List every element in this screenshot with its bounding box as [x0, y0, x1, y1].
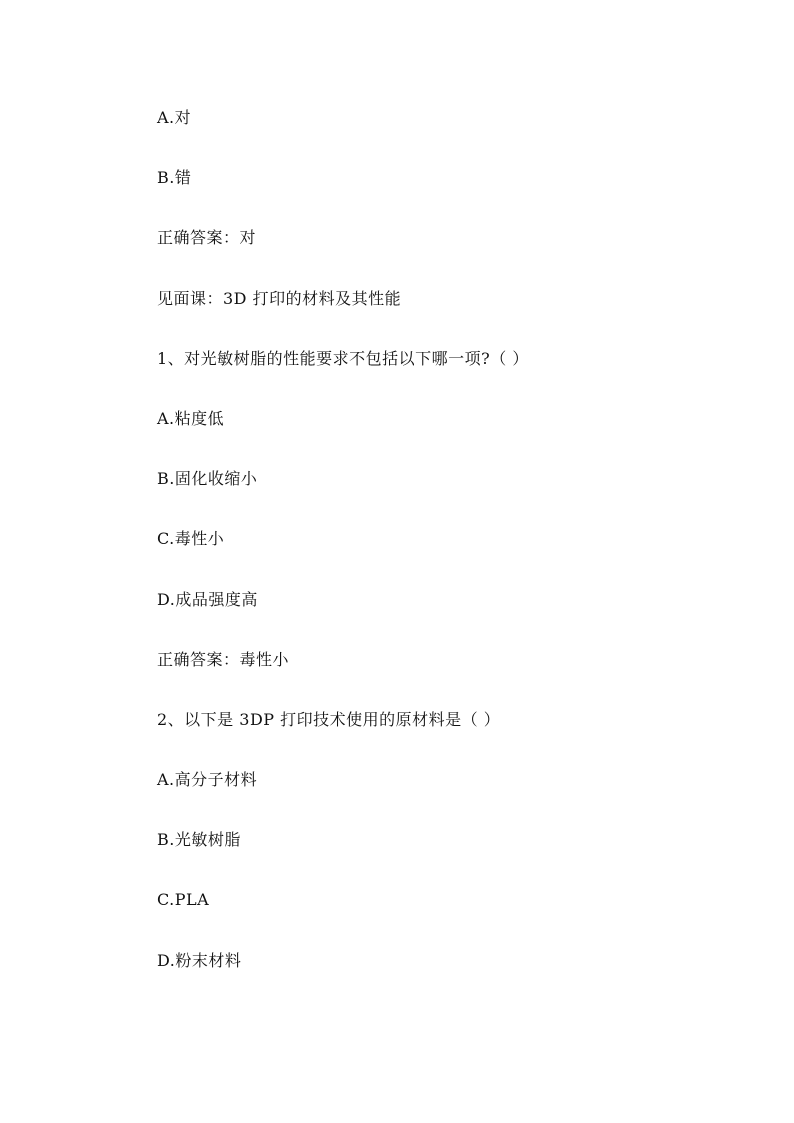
question-2-option-b: B.光敏树脂	[157, 830, 241, 850]
question-2-option-d: D.粉末材料	[157, 950, 242, 970]
question-1-option-c: C.毒性小	[157, 529, 225, 549]
option-a-true: A.对	[157, 108, 192, 127]
question-1-option-d: D.成品强度高	[157, 589, 258, 609]
question-1: 1、对光敏树脂的性能要求不包括以下哪一项?（ ）	[157, 348, 529, 368]
question-1-option-a: A.粘度低	[157, 408, 225, 428]
question-1-answer: 正确答案：毒性小	[157, 649, 290, 669]
question-2: 2、以下是 3DP 打印技术使用的原材料是（ ）	[157, 709, 501, 729]
answer-line: 正确答案：对	[157, 228, 257, 248]
option-b-false: B.错	[157, 168, 192, 188]
question-2-option-c: C.PLA	[157, 890, 210, 910]
question-1-option-b: B.固化收缩小	[157, 469, 258, 489]
question-2-option-a: A.高分子材料	[157, 770, 258, 790]
document-body	[157, 104, 717, 1007]
section-heading: 见面课：3D 打印的材料及其性能	[157, 288, 402, 308]
